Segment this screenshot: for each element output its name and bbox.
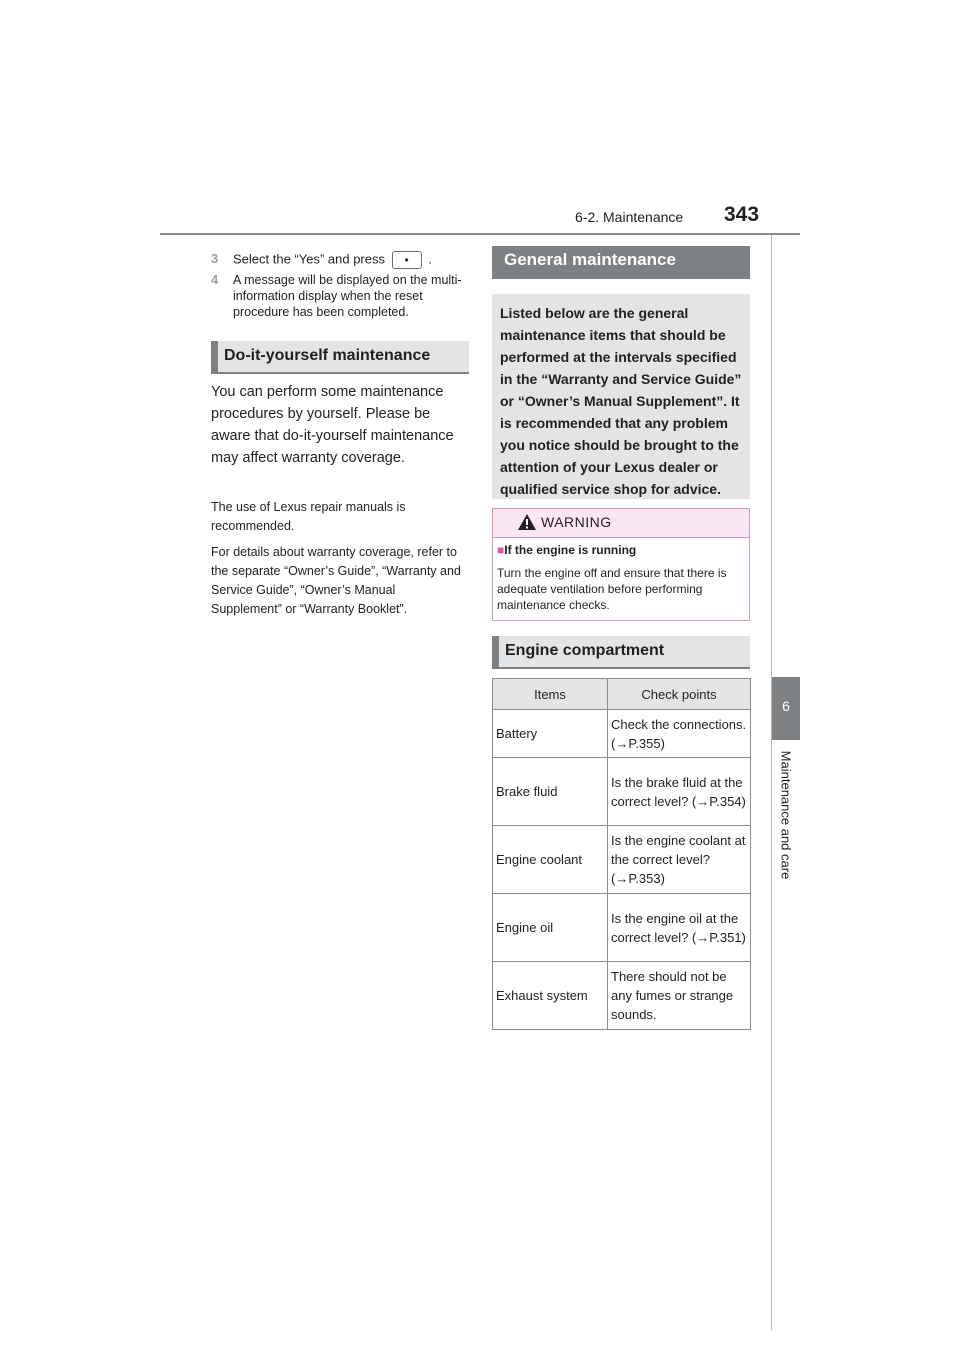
column-header-check-points: Check points xyxy=(608,679,751,710)
table-row xyxy=(493,758,751,826)
item-cell: Exhaust system xyxy=(493,962,608,1030)
page-number: 343 xyxy=(724,203,760,226)
warning-title xyxy=(497,543,636,557)
general-body: Listed below are the general maintenance items that should be performed at the intervals specified in the “Warranty and Service Guide” or “Owner’s Manual Supplement”. It is recommended that any problem you notice should be brought to the attention of your Lexus dealer or qualified service shop for advice. xyxy=(500,305,742,497)
engine-heading xyxy=(492,636,750,669)
check-cell: Is the brake fluid at the correct level? (→P.354) xyxy=(608,758,751,826)
header-divider xyxy=(160,233,800,235)
warning-triangle-icon xyxy=(517,513,537,531)
item-cell: Battery xyxy=(493,710,608,758)
check-cell: Is the engine oil at the correct level? (→P.351) xyxy=(608,894,751,962)
step-text: Select the “Yes” and press xyxy=(233,251,385,267)
item-cell: Brake fluid xyxy=(493,758,608,826)
check-cell: There should not be any fumes or strange sounds. xyxy=(608,962,751,1030)
table-row xyxy=(493,962,751,1030)
engine-heading-label: Engine compartment xyxy=(505,642,665,659)
item-cell: Engine oil xyxy=(493,894,608,962)
warning-body: Turn the engine off and ensure that there is adequate ventilation before performing maintenance checks. xyxy=(497,566,727,612)
warning-header xyxy=(493,509,749,538)
check-cell: Is the engine coolant at the correct level? (→P.353) xyxy=(608,826,751,894)
warning-label: WARNING xyxy=(541,514,612,530)
chapter-label: Maintenance and care xyxy=(778,750,794,880)
diy-note-warranty: For details about warranty coverage, refer to the separate “Owner’s Guide”, “Warranty and Service Guide”, “Owner’s Manual Supplement” or “Warranty Booklet”. xyxy=(211,545,461,616)
section-title: 6-2. Maintenance xyxy=(575,209,684,225)
table-row xyxy=(493,710,751,758)
engine-check-table xyxy=(492,678,751,1030)
step-number: 3 xyxy=(211,251,219,266)
bullet-square-icon: ■ xyxy=(497,543,505,557)
enter-button-icon: • xyxy=(392,251,422,269)
diy-heading-label: Do-it-yourself maintenance xyxy=(224,347,431,364)
item-cell: Engine coolant xyxy=(493,826,608,894)
chapter-number: 6 xyxy=(782,698,790,714)
general-heading-label: General maintenance xyxy=(504,250,676,269)
diy-body: You can perform some maintenance procedures by yourself. Please be aware that do-it-yourself maintenance may affect warranty coverage. xyxy=(211,384,454,466)
side-divider xyxy=(771,235,772,1330)
warning-box xyxy=(492,508,750,621)
column-header-items: Items xyxy=(493,679,608,710)
diy-note-manuals: The use of Lexus repair manuals is recommended. xyxy=(211,500,406,533)
check-cell: Check the connections. (→P.355) xyxy=(608,710,751,758)
general-box xyxy=(492,294,750,499)
warning-title-text: If the engine is running xyxy=(504,543,637,557)
step-text-end: . xyxy=(428,251,432,267)
table-row xyxy=(493,826,751,894)
diy-heading xyxy=(211,341,469,374)
step-text: A message will be displayed on the multi-information display when the reset procedure has been completed. xyxy=(233,273,462,319)
table-row xyxy=(493,894,751,962)
general-heading xyxy=(492,246,750,279)
step-number: 4 xyxy=(211,272,219,287)
